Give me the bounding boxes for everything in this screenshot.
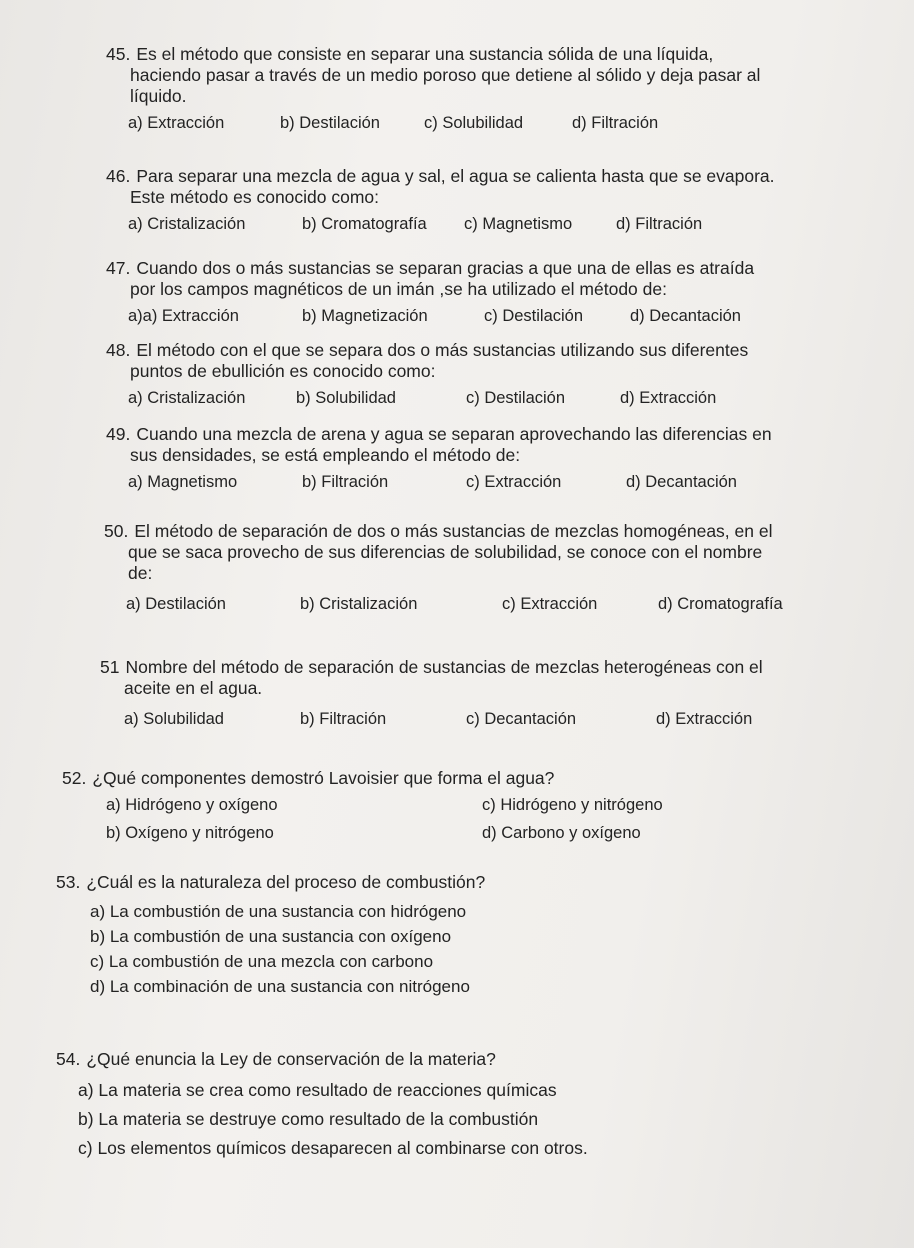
option-c[interactable]: c) Extracción xyxy=(502,595,598,613)
option-a[interactable]: a) Hidrógeno y oxígeno xyxy=(106,796,278,814)
question-stem xyxy=(106,258,896,279)
question-text-line: Nombre del método de separación de sustancias de mezclas heterogéneas con el xyxy=(125,657,763,677)
option-a[interactable]: a) Solubilidad xyxy=(124,710,224,728)
question-number: 53. xyxy=(56,872,81,892)
question-number: 48. xyxy=(106,340,131,360)
answer-options xyxy=(100,709,896,733)
option-b[interactable]: b) La materia se destruye como resultado de la combustión xyxy=(78,1109,539,1129)
option-b[interactable]: b) Magnetización xyxy=(302,307,428,325)
question-text-line: líquido. xyxy=(130,86,187,106)
answer-options xyxy=(56,899,876,999)
question-text-line: haciendo pasar a través de un medio poroso que detiene al sólido y deja pasar al xyxy=(130,65,761,85)
question-number: 52. xyxy=(62,768,87,788)
option-c[interactable]: c) La combustión de una mezcla con carbono xyxy=(90,952,434,971)
question-number: 47. xyxy=(106,258,131,278)
answer-options xyxy=(106,306,896,330)
option-d[interactable]: d) Carbono y oxígeno xyxy=(482,824,641,842)
question-number: 45. xyxy=(106,44,131,64)
option-c[interactable]: c) Magnetismo xyxy=(464,215,573,233)
option-a[interactable]: a) Destilación xyxy=(126,595,226,613)
option-c[interactable]: c) Destilación xyxy=(466,389,566,407)
question-50 xyxy=(104,521,896,618)
answer-options xyxy=(104,594,896,618)
option-b[interactable]: b) La combustión de una sustancia con oxígeno xyxy=(90,927,452,946)
question-text-line: por los campos magnéticos de un imán ,se ha utilizado el método de: xyxy=(130,279,667,299)
option-d[interactable]: d) Extracción xyxy=(656,710,753,728)
answer-options xyxy=(56,1076,876,1163)
option-b[interactable]: b) Cristalización xyxy=(300,595,418,613)
question-number: 46. xyxy=(106,166,131,186)
option-d[interactable]: d) Decantación xyxy=(626,473,737,491)
question-number: 51 xyxy=(100,657,120,677)
question-54 xyxy=(56,1049,876,1163)
question-stem xyxy=(56,1049,876,1070)
option-d[interactable]: d) Decantación xyxy=(630,307,741,325)
option-c[interactable]: c) Destilación xyxy=(484,307,584,325)
answer-options xyxy=(62,795,882,849)
option-b[interactable]: b) Filtración xyxy=(300,710,387,728)
option-c[interactable]: c) Extracción xyxy=(466,473,562,491)
question-45 xyxy=(106,44,896,137)
question-text-line: ¿Qué enuncia la Ley de conservación de la materia? xyxy=(86,1049,496,1069)
question-48 xyxy=(106,340,896,412)
question-text-line: que se saca provecho de sus diferencias de solubilidad, se conoce con el nombre xyxy=(128,542,763,562)
question-text-line: de: xyxy=(128,563,153,583)
option-a[interactable]: a) La combustión de una sustancia con hidrógeno xyxy=(90,902,467,921)
question-text-line: ¿Cuál es la naturaleza del proceso de combustión? xyxy=(86,872,486,892)
question-47 xyxy=(106,258,896,330)
answer-options xyxy=(106,388,896,412)
question-52 xyxy=(62,768,882,849)
question-text-line: Este método es conocido como: xyxy=(130,187,380,207)
option-a[interactable]: a) Extracción xyxy=(128,114,225,132)
question-46 xyxy=(106,166,896,238)
option-a[interactable]: a) Cristalización xyxy=(128,389,246,407)
question-stem xyxy=(106,340,896,361)
question-text-line: ¿Qué componentes demostró Lavoisier que forma el agua? xyxy=(92,768,555,788)
question-text-line: puntos de ebullición es conocido como: xyxy=(130,361,436,381)
question-stem xyxy=(56,872,876,893)
question-text-line: El método con el que se separa dos o más sustancias utilizando sus diferentes xyxy=(136,340,749,360)
question-stem xyxy=(106,424,896,445)
question-number: 50. xyxy=(104,521,129,541)
question-stem xyxy=(104,521,896,542)
question-51 xyxy=(100,657,896,733)
question-text-line: El método de separación de dos o más sustancias de mezclas homogéneas, en el xyxy=(134,521,773,541)
option-b[interactable]: b) Filtración xyxy=(302,473,389,491)
option-d[interactable]: d) La combinación de una sustancia con nitrógeno xyxy=(90,977,470,996)
option-a[interactable]: a)a) Extracción xyxy=(128,307,239,325)
question-49 xyxy=(106,424,896,496)
option-a[interactable]: a) Magnetismo xyxy=(128,473,238,491)
question-stem xyxy=(100,657,896,678)
answer-options xyxy=(106,472,896,496)
option-c[interactable]: c) Solubilidad xyxy=(424,114,524,132)
question-number: 49. xyxy=(106,424,131,444)
question-text-line: Es el método que consiste en separar una sustancia sólida de una líquida, xyxy=(136,44,714,64)
option-b[interactable]: b) Destilación xyxy=(280,114,380,132)
answer-options xyxy=(106,113,896,137)
option-d[interactable]: d) Extracción xyxy=(620,389,717,407)
question-text-line: Cuando una mezcla de arena y agua se separan aprovechando las diferencias en xyxy=(136,424,772,444)
option-b[interactable]: b) Oxígeno y nitrógeno xyxy=(106,824,274,842)
question-text-line: Para separar una mezcla de agua y sal, el agua se calienta hasta que se evapora. xyxy=(136,166,775,186)
question-stem xyxy=(62,768,882,789)
option-c[interactable]: c) Hidrógeno y nitrógeno xyxy=(482,796,663,814)
option-a[interactable]: a) La materia se crea como resultado de reacciones químicas xyxy=(78,1080,557,1100)
question-stem xyxy=(106,44,896,65)
option-c[interactable]: c) Los elementos químicos desaparecen al combinarse con otros. xyxy=(78,1138,588,1158)
answer-options xyxy=(106,214,896,238)
question-53 xyxy=(56,872,876,999)
option-d[interactable]: d) Cromatografía xyxy=(658,595,783,613)
option-c[interactable]: c) Decantación xyxy=(466,710,577,728)
question-number: 54. xyxy=(56,1049,81,1069)
option-d[interactable]: d) Filtración xyxy=(616,215,703,233)
option-b[interactable]: b) Cromatografía xyxy=(302,215,427,233)
option-b[interactable]: b) Solubilidad xyxy=(296,389,396,407)
question-stem xyxy=(106,166,896,187)
question-text-line: aceite en el agua. xyxy=(124,678,263,698)
question-text-line: Cuando dos o más sustancias se separan gracias a que una de ellas es atraída xyxy=(136,258,755,278)
question-text-line: sus densidades, se está empleando el método de: xyxy=(130,445,521,465)
option-a[interactable]: a) Cristalización xyxy=(128,215,246,233)
option-d[interactable]: d) Filtración xyxy=(572,114,659,132)
